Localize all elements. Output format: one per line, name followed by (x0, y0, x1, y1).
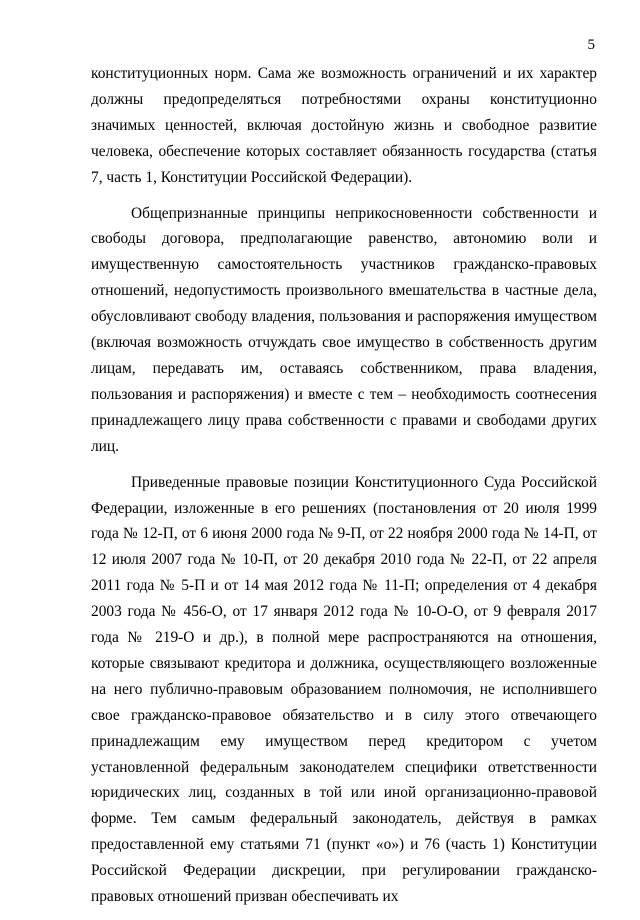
document-body (91, 61, 597, 920)
page-number: 5 (587, 37, 595, 53)
paragraph-continuation: конституционных норм. Сама же возможность ограничений и их характер должны предопределяться потребностями охраны конституционно значимых ценностей, включая достойную жизнь и свободное развитие человека, обеспечение которых составляет обязанность государства (статья 7, часть 1, Конституции Российской Федерации). (91, 65, 597, 186)
paragraph-property-principles: Общепризнанные принципы неприкосновенности собственности и свободы договора, предполагающие равенство, автономию воли и имущественную самостоятельность участников гражданско-правовых отношений, недопустимость произвольного вмешательства в частные дела, обусловливают свободу владения, пользования и распоряжения имуществом (включая возможность отчуждать свое имущество в собственность другим лицам, передавать им, оставаясь собственником, права владения, пользования и распоряжения) и вместе с тем – необходимость соотнесения принадлежащего лицу права собственности с правами и свободами других лиц. (91, 204, 597, 455)
paragraph-legal-positions: Приведенные правовые позиции Конституционного Суда Российской Федерации, изложенные в его решениях (постановления от 20 июля 1999 года № 12-П, от 6 июня 2000 года № 9-П, от 22 ноября 2000 года № 14-П, от 12 июля 2007 года № 10-П, от 20 декабря 2010 года № 22-П, от 22 апреля 2011 года № 5-П и от 14 мая 2012 года № 11-П; определения от 4 декабря 2003 года № 456-О, от 17 января 2012 года № 10-О-О, от 9 февраля 2017 года № 219-О и др.), в полной мере распространяются на отношения, которые связывают кредитора и должника, осуществляющего возложенные на него публично-правовым образованием полномочия, не исполнившего свое гражданско-правовое обязательство и в силу этого отвечающего принадлежащим ему имуществом перед кредитором с учетом установленной федеральным законодателем специфики ответственности юридических лиц, созданных в той или иной организационно-правовой форме. Тем самым федеральный законодатель, действуя в рамках предоставленной ему статьями 71 (пункт «о») и 76 (часть 1) Конституции Российской Федерации дискреции, при регулировании гражданско-правовых отношений призван обеспечивать их (91, 473, 597, 906)
